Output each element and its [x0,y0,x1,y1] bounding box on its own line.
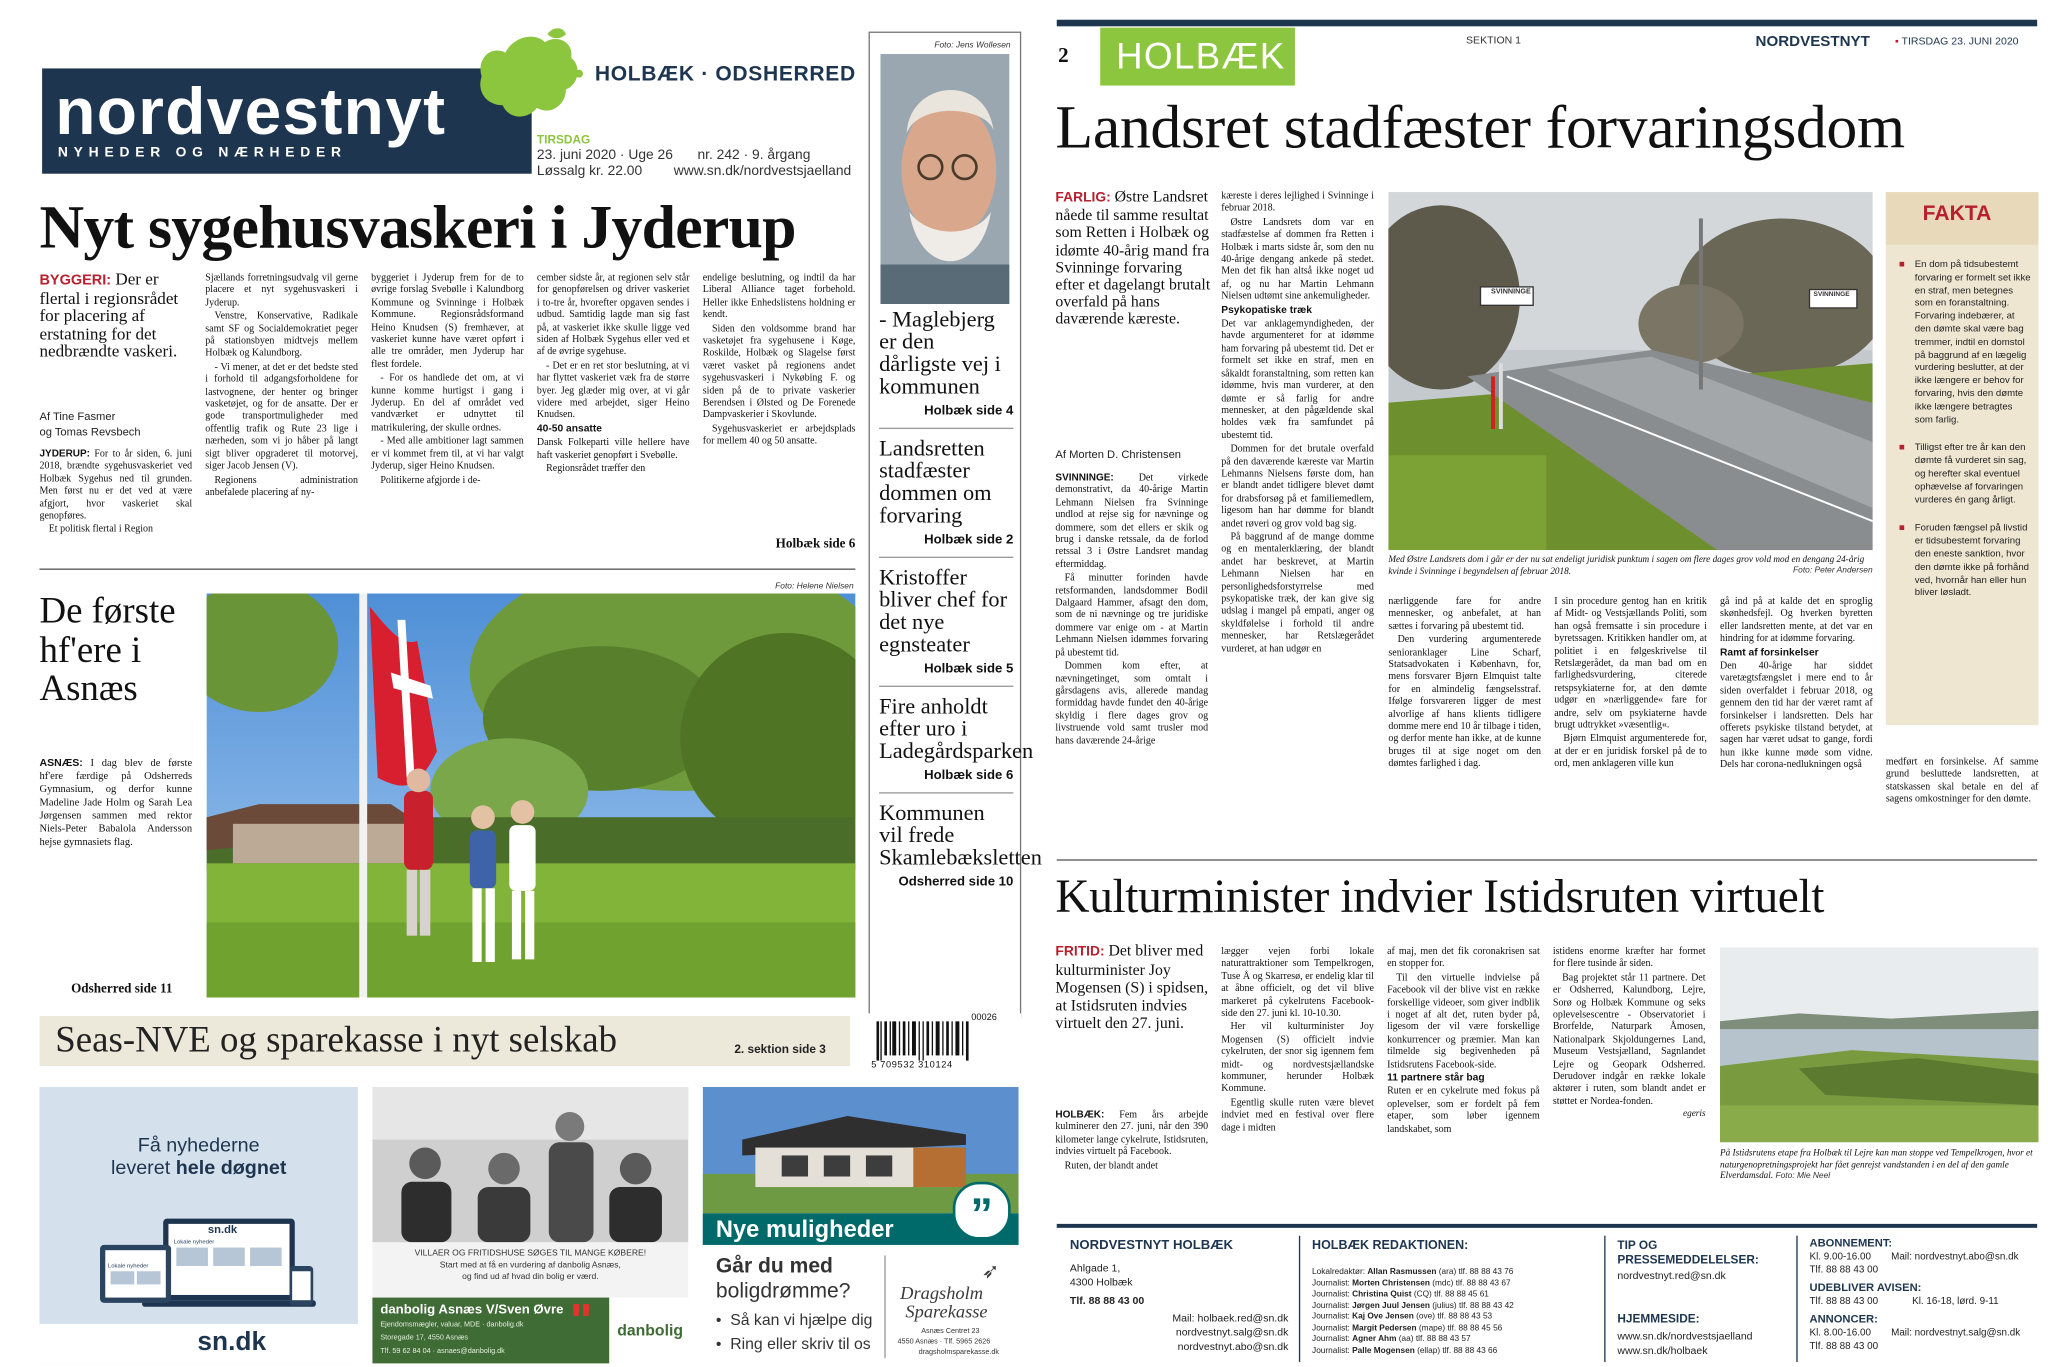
ad-dragsholm-q2: boligdrømme? [715,1280,851,1303]
dateline: JYDERUP: [39,447,91,460]
lead-text: Politikerne afgjorde i de- [380,473,481,485]
banner-strip[interactable] [39,1016,850,1066]
staff-contact: (CQ) tlf. 88 88 45 61 [1413,1289,1489,1299]
divider [879,792,1013,793]
staff-role: Lokalredaktør: [1312,1267,1366,1277]
lead-text: endelige beslutning, og indtil da har Liberal Alliance taget forbehold. Heller ikke Enhedslistens holdning er kendt. [702,271,856,321]
lead-text: - Vi mener, at det er det bedste sted i forhold til adgangsforholdene for lastvognene, der henter og bringer vasketøjet, og for de ansatte. Der er gode transportmuligheder med offentlig trafik og Rute 23 lige i nærheden, som vi jo håber på langt sigt bliver opgraderet til motorvej, siger Jacob Jensen (V). [205,360,358,472]
second-text: lægger vejen forbi lokale naturattraktioner som Tempelkrogen, Tuse Å og Skarresø, er endelig klar til at åbne officielt, og det vil blive markeret på cykelrutens Facebook-side den 27. juni kl. 10-10.30. [1221,944,1374,1019]
second-page-ref[interactable]: Odsherred side 11 [71,981,173,997]
divider [39,569,855,570]
sidebar-item[interactable] [879,800,1042,890]
sidebar-item-ref: Holbæk side 2 [924,532,1014,548]
footer-hours: Kl. 9.00-16.00 [1809,1250,1871,1263]
ad-danbolig-notice: og find ud af hvad din bolig er værd. [462,1272,599,1282]
second-text: af maj, men det fik coronakrisen sat en stopper for. [1387,944,1540,970]
masthead-day: TIRSDAG [536,132,591,147]
ad-dragsholm-q1: Går du med [715,1255,833,1278]
main-text: Den vurdering argumenterede senioranklager Line Scharf, Statsadvokaten i København, for, mens forsvarer Bjørn Elmquist talte for en almindelig fængselsstraf. Ifølge forsvareren ligger de mest alvorlige af hans klients tidligere domme mere end 10 år tilbage i tiden, og derfor mente han ikke, at de kunne bruges til at sige noget om den dømtes farlighed i dag. [1388,633,1542,769]
sidebar-item-title: Fire anholdt efter uro i Ladegårdsparken [879,693,1034,764]
footer-mail[interactable]: nordvestnyt.red@sn.dk [1617,1269,1726,1282]
lead-col-4 [537,271,690,476]
main-text: nærliggende fare for andre mennesker, og anbefalet, at han sættes i forvaring på ubestemt tid. [1388,594,1542,632]
main-col-6 [1886,755,2039,806]
lead-headline[interactable]: Nyt sygehusvaskeri i Jyderup [39,193,796,262]
main-photo-caption [1388,554,1872,577]
barcode-issue: 00026 [971,1013,997,1023]
ad-dragsholm-banner-text: Nye muligheder [715,1215,894,1243]
second-text: Her vil kulturminister Joy Mogensen (S) officielt indvie cykelruten, der snor sig igennem fem midt- og nordvestsjællandske kommuner, herunder Holbæk Kommune. [1221,1020,1374,1095]
footer-title: NORDVESTNYT HOLBÆK [1069,1238,1233,1253]
lead-text: Venstre, Konservative, Radikale samt SF og Socialdemokratiet peger på stationsbyen midtvejs mellem Holbæk og Kalundborg. [205,309,358,359]
main-text: I sin procedure gentog han en kritik af Midt- og Vestsjællands Politi, som han også fremsatte i sin procedure i byretssagen. Kritikken handler om, at politiet i en følgeskrivelse til Retslægerådet, da man bad om en farlighedsvurdering, citerede retspsykiaterne for, at den dømte udgør en »nærliggende« fare for andre, selv om psykiaterne havde brugt udtrykket »væsentlig«. [1554,594,1707,731]
second-col-2 [1221,945,1374,1135]
lead-summary [39,270,194,360]
byline-2: og Tomas Revsbech [39,425,141,439]
caption-text: På Istidsrutens etape fra Holbæk til Lejre kan man stoppe ved Tempelkrogen, hvor et naturgenopretningsprojekt har fået genrejst vandstanden i en del af den gamle Elverdamsdal. [1720,1147,2033,1181]
sidebar-item[interactable] [879,566,1013,687]
staff-row [1312,1323,1599,1334]
main-text: Få minutter forinden havde retsformanden, landsdommer Bodil Dalgaard Hammer, afsagt den dom, som de ni nævninge og tre juridiske dommere var enige om - at Martin Lehmann Nielsen idømmes forvaring på ubestemt tid. [1055,571,1209,658]
main-text: Den 40-årige har siddet varetægtsfængslet i mere end to år siden overfaldet i februar 2018, og gennem den tid har der været ramt af forsinkelser i landsretten. Dels har offerets psykiske tilstand betydet, at sagen har været udsat to gange, fordi hun ikke kunne møde som vidne. Dels har corona-nedlukningen også [1720,659,1873,771]
fakta-item: ■ Tilligst efter tre år kan den dømte få vurderet sin sag, og herefter skal eventuel ophævelse af forvaringen vurderes én gang årligt. [1898,441,2027,505]
second-text [39,757,192,850]
main-col-1 [1055,471,1208,747]
ad-danbolig-brand [609,1298,688,1364]
lead-text: Et politisk flertal i Region [48,523,154,535]
second-text: Ruten, der blandt andet [1064,1158,1158,1171]
second-col-4 [1553,945,1706,1121]
masthead-date: 23. juni 2020 · Uge 26 [536,147,673,164]
lead-text: cember sidste år, at regionen selv står for genopførelsen og driver vaskeriet i to-tre år, hvorefter opgaven sendes i udbud. Samtidig lagde man sig fast på, at vaskeriet ikke skulle ligge ved siden af Holbæk Sygehus eller ved et af de øvrige sygehuse. [536,271,690,358]
staff-list [1312,1267,1599,1356]
lead-text: Sjællands forretningsudvalg vil gerne placere et nyt sygehusvaskeri i Jyderup. [205,271,358,308]
ad-danbolig-tel: Tlf. 59 62 84 04 · asnaes@danbolig.dk [380,1347,505,1356]
main-text: medført en forsinkelse. Af samme grund besluttede landsretten, at statskassen skal betale en del af sagens omkostninger for den dømte. [1885,755,2039,805]
main-text: Dommen kom efter, at nævningetinget, som omtalt i gårsdagens avis, allerede mandag formiddag havde fundet den 40-årige skyldig i flere dages grov og livstruende vold samt trusler mod hans daværende 24-årige [1055,659,1209,746]
landscape-photo [1720,948,2038,1143]
lead-col-1 [39,447,192,536]
staff-contact: (aa) tlf. 88 88 43 57 [1398,1334,1471,1344]
dateline: SVINNINGE: [1055,471,1114,483]
fakta-item: ■ Foruden fængsel på livstid er tidsubestemt forvaring den eneste sanktion, hvor den dømte ikke på forhånd ved, hvornår han eller hun bliver løsladt. [1898,521,2030,598]
main-text: Østre Landsrets dom var en stadfæstelse af dommen fra Retten i Holbæk i marts sidste år, som den nu 40-årige dengang ankede på stedet. Men det fik han altså ikke noget ud af, og nu har Martin Lehmann Nielsen udtømt sine ankemuligheder. [1221,215,1374,302]
main-byline: Af Morten D. Christensen [1055,447,1182,461]
lead-text: Dansk Folkeparti ville hellere have haft vaskeriet genopført i Svebølle. [536,435,690,461]
contact-footer [1057,1224,2037,1367]
main-text: kæreste i deres lejlighed i Svinninge i februar 2018. [1221,189,1374,214]
ad-sn-tile: Lokale nyheder [107,1262,149,1269]
footer-title: ABONNEMENT: [1809,1235,1893,1249]
second-kicker: FRITID: [1055,943,1105,960]
divider [879,428,1013,429]
lead-text: Siden den voldsomme brand har vasketøjet fra sygehusene i Køge, Roskilde, Holbæk og Slagelse først været vasket på regionens andet sygehusvaskeri i Nykøbing F. og siden på de to private vaskerier Berendsen i Ølsted og De Forenede Dampvaskerier i Skovlunde. [702,321,856,421]
staff-role: Journalist: [1312,1334,1350,1344]
sign-off: egeris [1683,1108,1706,1119]
footer-tel: Tlf. 88 88 43 00 [1809,1339,1879,1352]
caption-text: Med Østre Landsrets dom i går er der nu sat endeligt juridisk punktum i sagen om flere dages grov vold mod en dengang 24-årig kvinde i Svinninge i begyndelsen af februar 2018. [1388,554,1865,576]
masthead-price: Løssalg kr. 22.00 [536,163,643,179]
second-col-1 [1055,1108,1208,1173]
lead-text: Regionsrådet træffer den [546,462,646,474]
lead-text: Regionens administration anbefalede placering af ny- [205,473,358,498]
footer-mail[interactable]: nordvestnyt.salg@sn.dk [1175,1326,1289,1339]
ad-sn-line2a: leveret [110,1156,171,1180]
portrait-photo [880,54,1009,304]
devices-illustration [87,1208,324,1313]
fakta-box [1886,192,2039,725]
divider [1057,859,2037,860]
sidebar-item-ref: Holbæk side 5 [924,661,1014,677]
second-text: Bag projektet står 11 partnere. Det er Odsherred, Kalundborg, Lejre, Sorø og Holbæk Kommune og seks oplevelsescentre - Observatoriet i Brorfelde, Naturpark Åmosen, Nationalpark Skjoldungernes Land, Museum Vestsjælland, Sagnlandet Lejre og Geopark Odsherred. Derudover indgår en række lokale aktører i ruten, som blandt andet er støttet er Nordea-fonden. [1552,970,1706,1107]
staff-name: Allan Rasmussen [1367,1267,1437,1277]
section-tab-label: HOLBÆK [1115,35,1286,77]
staff-contact: (ara) tlf. 88 88 43 76 [1438,1267,1514,1277]
main-kicker: FARLIG: [1055,189,1111,206]
staff-role: Journalist: [1312,1300,1350,1311]
lead-text: - For os handlede det om, at vi kunne komme hurtigst i gang i Jyderup. En del af området ved vandværket er udnyttet til matrikulering, der skulle ordnes. [371,371,524,433]
second-photo-caption [1720,1148,2038,1183]
sidebar-item[interactable] [879,308,1013,429]
sidebar-item-title: Kommunen vil frede Skamlebæksletten [879,800,1042,870]
barcode-number: 5 709532 310124 [871,1060,953,1070]
green-map-icon [468,24,586,129]
ad-dragsholm-web: dragsholmsparekasse.dk [918,1348,1000,1357]
barcode [869,1013,1022,1074]
main-col-2 [1221,190,1374,656]
sidebar-item-ref: Odsherred side 10 [898,875,1014,890]
lead-col-3 [371,271,524,487]
staff-row [1312,1278,1599,1289]
ad-sn-footer [39,1324,357,1363]
section-tab[interactable] [1100,28,1295,86]
ad-dragsholm-addr: Asnæs Centret 23 [921,1327,980,1336]
ad-sn-tile: Lokale nyheder [173,1238,215,1245]
sidebar-item-title: Kristoffer bliver chef for det nye egnsteater [879,564,1008,657]
staff-contact: (ellap) tlf. 88 88 43 66 [1417,1345,1498,1355]
second-col-3 [1387,945,1540,1136]
second-headline[interactable]: De første hf'ere i Asnæs [39,590,176,710]
main-text: På baggrund af de mange domme og en mentalerklæring, der blandt andet har beskrevet, at Martin Lehmann Nielsen har en personlighedsforstyrrelse med psykopatiske træk, der kan give sig udslag i mangel på empati, anger og skyldfølelse i forhold til andre mennesker, har Retslægerådet vurderet, at han udgør en [1221,530,1374,654]
footer-title: HJEMMESIDE: [1617,1312,1700,1326]
staff-name: Palle Mogensen [1352,1345,1415,1355]
footer-title: TIP OG [1617,1238,1658,1252]
ad-dragsholm-addr: 4550 Asnæs · Tlf. 5965 2626 [897,1338,991,1347]
footer-tel: Tlf. 88 88 43 00 [1069,1294,1145,1307]
bird-icon: ➶ [981,1258,1000,1284]
footer-addr: Ahlgade 1, [1069,1262,1121,1274]
road-photo [1388,192,1872,550]
subheading: Psykopatiske træk [1221,303,1312,316]
photo-credit: Foto: Peter Andersen [1793,565,1873,575]
main-text: gå ind på at kalde det en sproglig skønhedsfejl. Og hverken byretten eller landsretten mente, at det var en hindring for at idømme forvaring. [1720,594,1873,644]
footer-web[interactable]: www.sn.dk/holbaek [1617,1344,1708,1357]
divider [879,686,1013,687]
staff-contact: (mdc) tlf. 88 88 43 67 [1432,1278,1511,1288]
staff-name: Christina Quist [1352,1289,1412,1299]
divider [879,557,1013,558]
divider [1796,1236,1797,1362]
footer-mail[interactable]: nordvestnyt.abo@sn.dk [1177,1341,1289,1353]
divider [884,1255,885,1358]
top-rule [1057,20,2037,27]
lead-summary-text: Der er flertal i regionsrådet for placering af erstatning for det nedbrændte vaskeri. [39,268,179,361]
ad-danbolig-name: danbolig Asnæs V/Sven Øvre [380,1302,564,1318]
fakta-title: FAKTA [1922,202,1992,226]
lead-text: - Det er en ret stor beslutning, at vi har flyttet vaskeriet væk fra de større byer. Jeg glæder mig over, at vi går videre med arbejdet, siger Heino Knudsen. [536,359,690,421]
footer-tel: Tlf. 88 88 43 00 [1809,1263,1879,1276]
divider [1604,1236,1605,1362]
footer-tel: Tlf. 88 88 43 00 [1809,1294,1879,1307]
staff-photo [372,1087,688,1242]
sidebar-item-title: Landsretten stadfæster dommen om forvaring [879,435,992,528]
main-col-5 [1720,595,1873,772]
page-date-text: TIRSDAG 23. JUNI 2020 [1901,35,2019,48]
road-sign-text: SVINNINGE [1813,290,1850,299]
photo-credit: Foto: Helene Nielsen [775,581,854,591]
staff-row [1312,1312,1599,1323]
banner-headline: Seas-NVE og sparekasse i nyt selskab [55,1019,618,1061]
dragsholm-logo: Dragsholm [900,1284,984,1305]
footer-mail[interactable]: Mail: nordvestnyt.salg@sn.dk [1891,1326,2021,1339]
second-body: I dag blev de første hf'ere færdige på Odsherreds Gymnasium, og derfor kunne Madeline Jade Holm og Sarah Lea Jørgensen sammen med rektor Niels-Peter Babalola Andersson hejse gymnasiets flag. [39,756,193,848]
section-label: SEKTION 1 [1466,34,1522,47]
footer-web[interactable]: www.sn.dk/nordvestsjaelland [1617,1330,1753,1343]
staff-row [1312,1346,1599,1357]
fakta-text: Foruden fængsel på livstid er tidsubestemt forvaring den eneste sanktion, hvor den dømte ikke på forhånd ved, hvornår han eller hun bliver løsladt. [1914,521,2030,598]
page-2 [1053,0,2048,1363]
ad-dragsholm-bullet: • Ring eller skriv til os [715,1334,871,1353]
staff-name: Morten Christensen [1352,1278,1430,1288]
lead-text: For to år siden, 6. juni 2018, brændte sygehusvaskeriet ved Holbæk Sygehus ned til grunden. Men først nu er det ved at være afgjort, hvor vaskeriet skal genopføres. [39,447,193,522]
dragsholm-logo: Sparekasse [905,1302,988,1323]
fakta-text: Tilligst efter tre år kan den dømte få vurderet sin sag, og herefter skal eventuel ophævelse af forvaringen vurderes én gang årligt. [1914,441,2027,505]
staff-role: Journalist: [1312,1323,1350,1333]
masthead-logo: nordvestnyt [55,75,447,149]
main-text: Det var anklagemyndigheden, der havde argumenteret for at idømme ham forvaring på ubestemt tid. Det er formelt set ikke en straf, men en såkaldt foranstaltning, som retten kan idømme, hvis man vurderer, at den dømte er så farlig for andre mennesker, at den pågældende skal holdes væk fra samfundet på ubestemt tid. [1221,317,1374,441]
ad-danbolig-addr: Storegade 17, 4550 Asnæs [380,1334,469,1343]
lead-text: - Med alle ambitioner lagt sammen er vi kommet frem til, at vi har valgt Jyderup, siger Heino Knudsen. [371,434,524,472]
quote-icon: " [569,1293,593,1348]
sidebar-item-title: - Maglebjerg er den dårligste vej i kommunen [879,306,1001,399]
fakta-text: En dom på tidsubestemt forvaring er formelt set ikke en straf, men betegnes som en foranstaltning. Forvaring indebærer, at den dømte skal være bag tremmer, indtil en domstol på baggrund af en lægelig vurdering beslutter, at der ikke længere er behov for forvaring, hvis den dømte ikke længere betragtes som farlig. [1914,257,2031,425]
road-sign-text: SVINNINGE [1491,288,1531,297]
ad-danbolig-panel [372,1293,609,1364]
banner-page-ref: 2. sektion side 3 [734,1042,826,1056]
second-text: Fem års arbejde kulminerer den 27. juni, når den 390 kilometer lange cykelrute, Istidsruten, indvies virtuelt på Facebook. [1055,1108,1209,1158]
byline-1: Af Tine Fasmer [39,409,116,423]
ad-dragsholm[interactable] [703,1087,1019,1363]
main-summary [1055,188,1210,328]
footer-hours: Kl. 16-18, lørd. 9-11 [1912,1294,1999,1307]
staff-role: Journalist: [1312,1312,1350,1322]
footer-title: HOLBÆK REDAKTIONEN: [1312,1238,1469,1253]
main-text: Det virkede demonstrativt, da 40-årige Martin Lehmann Nielsen fra Svinninge undlod at rejse sig for nævninge og dommere, som det ellers er skik og brug i danske retssale, da de forlod retssal 3 i Østre Landsret mandag eftermiddag. [1055,471,1209,570]
main-col-4 [1554,595,1707,771]
main-text: Dommen for det brutale overfald på den daværende kæreste var Martin Lehmanns Nielsens første dom, han er blandt andet tidligere blevet dømt for drabsforsøg på et familiemedlem, ligesom han har dømme for blandt andet røveri og grov vold bag sig. [1221,442,1374,529]
ad-danbolig-sub: Ejendomsmægler, valuar, MDE · danbolig.dk [380,1321,524,1330]
second-text: Egentlig skulle ruten være blevet indviet med en festival over flere dage i midten [1221,1096,1374,1133]
footer-mail[interactable]: Mail: nordvestnyt.abo@sn.dk [1891,1250,2019,1263]
barcode-icon [876,1021,971,1060]
staff-row [1312,1267,1599,1278]
sn-logo: sn.dk [197,1327,267,1357]
sidebar-item[interactable] [879,693,1034,794]
divider [1299,1236,1300,1362]
staff-role: Journalist: [1312,1345,1350,1355]
flag-raising-photo [207,594,856,998]
ad-dragsholm-b1: Så kan vi hjælpe dig [730,1310,873,1330]
masthead-tagline: NYHEDER OG NÆRHEDER [57,144,347,161]
page-date: ▪ TIRSDAG 23. JUNI 2020 [1895,35,2019,48]
sidebar-list [879,306,1042,890]
main-text: Bjørn Elmquist argumenterede for, at der er en juridisk forskel på de to ord, men anklageren ville kun [1554,732,1707,769]
staff-role: Journalist: [1312,1289,1350,1299]
sidebar-item[interactable] [879,437,1013,558]
paper-name: NORDVESTNYT [1755,34,1870,51]
masthead-web[interactable]: www.sn.dk/nordvestsjaelland [673,163,852,179]
fakta-list [1899,258,2031,599]
dateline: ASNÆS: [39,756,83,769]
main-col-3 [1388,595,1541,771]
second-text: Til den virtuelle indvielse på Facebook vil der blive vist en række forskellige videoer, som giver indblik i noget af alt det, ruten byder på, ligesom der vil være forskellige konkurrencer og præmier. Man kan tilmelde sig begivenheden på Istidsrutens Facebook-side. [1387,970,1540,1070]
lead-page-ref[interactable]: Holbæk side 6 [775,536,856,552]
second-article-headline[interactable]: Kulturminister indvier Istidsruten virtuelt [1055,869,1824,923]
fakta-header [1886,192,2039,245]
second-text: istidens enorme kræfter har formet for flere tusinde år siden. [1552,944,1706,970]
ad-danbolig-notice: Start med at få en vurdering af danbolig Asnæs, [439,1260,621,1270]
ad-sn-screen-label: sn.dk [207,1222,238,1236]
photo-credit: Foto: Mie Neel [1775,1171,1831,1181]
staff-role: Journalist: [1312,1278,1350,1288]
footer-title: PRESSEMEDDELELSER: [1617,1252,1759,1266]
sidebar-item-ref: Holbæk side 6 [924,768,1014,784]
second-summary-text: Det bliver med kulturminister Joy Mogensen (S) i spidsen, at Istidsruten indvies virtuelt den 27. juni. [1055,940,1209,1032]
staff-contact: (julius) tlf. 88 88 43 42 [1432,1300,1514,1311]
staff-row [1312,1290,1599,1301]
second-text: Ruten er en cykelrute med fokus på oplevelser, som er fordelt på fem etaper, som løber igennem landskabet, som [1387,1085,1540,1134]
lead-text: byggeriet i Jyderup frem for de to øvrige forslag Svebølle i Kalundborg Kommune og Svinninge i Holbæk Kommune. Regionsrådsformand Heino Knudsen (S) fremhæver, at vaskeriet kunne have været opført i alle tre områder, men Jyderup har flest fordele. [371,271,524,370]
lead-text: Sygehusvaskeriet er arbejdsplads for mellem 40 og 50 ansatte. [702,422,856,447]
staff-row [1312,1334,1599,1345]
staff-name: Margit Pedersen [1352,1323,1417,1333]
sidebar-item-ref: Holbæk side 4 [924,404,1014,419]
ad-dragsholm-bullet: • Så kan vi hjælpe dig [715,1310,873,1330]
main-summary-text: Østre Landsret nåede til samme resultat som Retten i Holbæk og idømte 40-årig mand fra Svinninge forvaring efter et dagelangt brutalt overfald på hans daværende kæreste. [1055,186,1211,329]
masthead-issue: nr. 242 · 9. årgang [697,147,811,164]
dateline: HOLBÆK: [1055,1108,1105,1120]
ad-danbolig-notice: VILLAER OG FRITIDSHUSE SØGES TIL MANGE KØBERE! [414,1248,647,1259]
region-label: HOLBÆK · ODSHERRED [594,63,856,86]
footer-hours: Kl. 8.00-16.00 [1809,1326,1871,1339]
second-article-summary [1055,942,1210,1032]
staff-contact: (mape) tlf. 88 88 45 56 [1418,1323,1503,1333]
staff-contact: (ove) tlf. 88 88 43 53 [1416,1312,1493,1322]
danbolig-logo: danbolig [617,1321,684,1340]
staff-row [1312,1301,1599,1312]
quote-bubble-icon: ” [953,1182,1011,1240]
footer-title: UDEBLIVER AVISEN: [1809,1280,1922,1294]
ad-sn-line1: Få nyhederne [137,1134,260,1157]
staff-name: Kaj Ove Jensen [1352,1312,1414,1322]
masthead-logo-block[interactable] [42,68,532,173]
ad-dragsholm-banner [703,1189,1019,1245]
main-headline[interactable]: Landsret stadfæster forvaringsdom [1055,93,1905,162]
sidebar-photo-credit: Foto: Jens Wollesen [934,40,1011,51]
lead-col-2 [205,271,358,499]
ad-sn-line2b: hele døgnet [175,1156,287,1180]
page-number: 2 [1058,44,1069,68]
staff-name: Jørgen Juul Jensen [1352,1300,1430,1311]
footer-addr: 4300 Holbæk [1069,1276,1133,1289]
footer-mail[interactable]: Mail: holbaek.red@sn.dk [1172,1312,1289,1324]
staff-name: Agner Ahm [1352,1334,1397,1344]
footer-title: ANNONCER: [1809,1312,1878,1326]
subheading: 11 partnere står bag [1387,1071,1485,1084]
ad-danbolig[interactable] [372,1087,688,1363]
subheading: Ramt af forsinkelser [1720,645,1819,658]
fakta-item: ■ En dom på tidsubestemt forvaring er formelt set ikke en straf, men betegnes som en foranstaltning. Forvaring indebærer, at den dømte skal være bag tremmer, indtil en domstol på baggrund af en lægelig vurdering beslutter, at der ikke længere er behov for forvaring, hvis den dømte ikke længere betragtes som farlig. [1898,257,2031,425]
lead-byline [39,408,140,440]
ad-sn-dk[interactable] [39,1087,357,1363]
subheading: 40-50 ansatte [536,422,602,435]
lead-col-5 [703,271,856,448]
ad-sn-line2 [39,1157,357,1179]
ad-dragsholm-b2: Ring eller skriv til os [730,1334,871,1353]
lead-kicker: BYGGERI: [39,272,112,289]
